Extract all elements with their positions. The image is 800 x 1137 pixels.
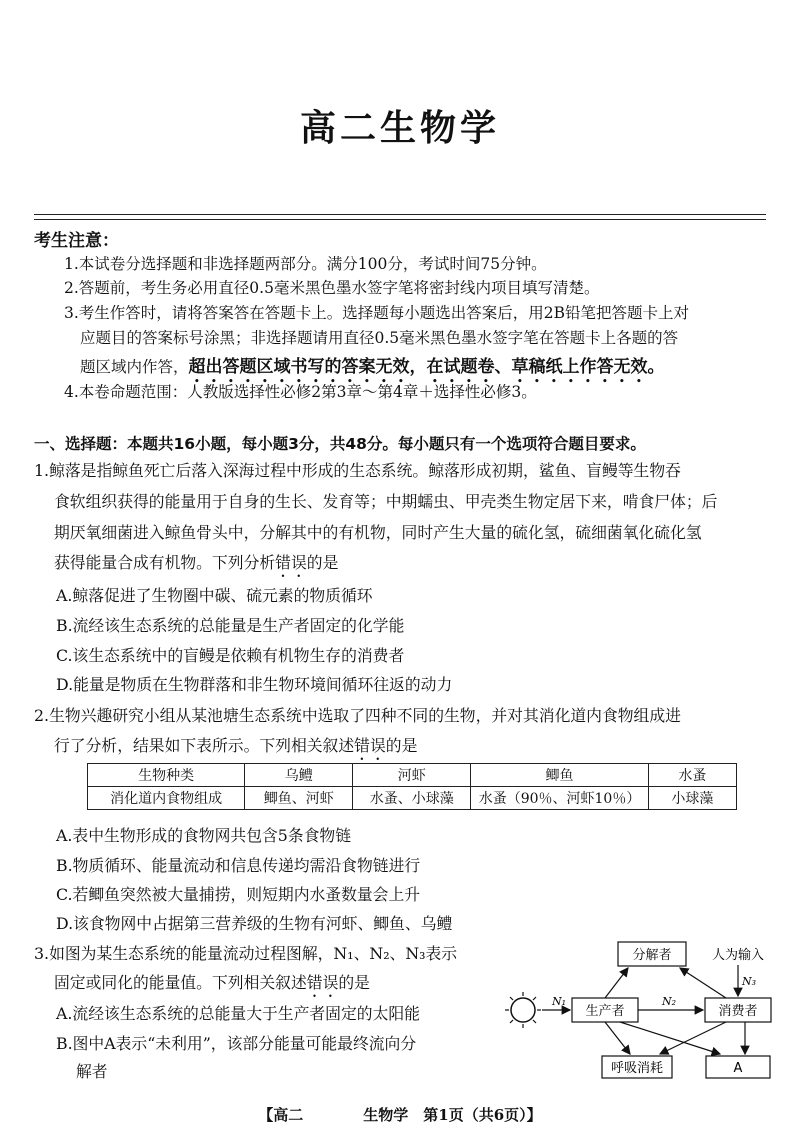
q3-line-1: 3.如图为某生态系统的能量流动过程图解，N₁、N₂、N₃表示 <box>34 944 458 963</box>
table-cell: 水蚤、小球藻 <box>353 787 471 810</box>
page-footer: 【高二 生物学 第1页（共6页）】 <box>258 1106 542 1124</box>
q1-option-a: A.鲸落促进了生物圈中碳、硫元素的物质循环 <box>56 586 373 605</box>
q2-stem-end: 的是 <box>385 736 418 755</box>
notice-item-3-tail: 题区域内作答， <box>80 358 189 376</box>
table-header-cell: 鲫鱼 <box>471 764 649 787</box>
notice-item-1: 1.本试卷分选择题和非选择题两部分。满分100分，考试时间75分钟。 <box>64 255 547 273</box>
q2-line-1: 2.生物兴趣研究小组从某池塘生态系统中选取了四种不同的生物，并对其消化道内食物组成进 <box>34 706 681 725</box>
q2-line-2 <box>54 733 417 764</box>
exam-title: 高二生物学 <box>299 108 500 149</box>
notice-item-4: 4.本卷命题范围：人教版选择性必修2第3章～第4章＋选择性必修3。 <box>64 383 537 401</box>
table-cell: 水蚤（90％、河虾10％） <box>471 787 649 810</box>
q3-keyword: 错误 <box>306 973 339 992</box>
q1-option-b: B.流经该生态系统的总能量是生产者固定的化学能 <box>56 616 405 635</box>
notice-heading: 考生注意： <box>34 231 119 251</box>
notice-item-3-cont: 应题目的答案标号涂黑；非选择题请用直径0.5毫米黑色墨水签字笔在答题卡上各题的答 <box>80 329 679 347</box>
table-header-row <box>88 764 737 787</box>
n2-label: N₂ <box>662 995 677 1008</box>
q3-option-a: A.流经该生态系统的总能量大于生产者固定的太阳能 <box>56 1004 420 1023</box>
q1-line-4 <box>54 550 338 581</box>
q2-option-c: C.若鲫鱼突然被大量捕捞，则短期内水蚤数量会上升 <box>56 885 421 904</box>
table-cell: 鲫鱼、河虾 <box>245 787 353 810</box>
notice-emphasis: 超出答题区域书写的答案无效，在试题卷、草稿纸上作答无效。 <box>188 357 665 377</box>
top-rule-second <box>34 219 766 220</box>
q1-line-1: 1.鲸落是指鲸鱼死亡后落入深海过程中形成的生态系统。鲸落形成初期，鲨鱼、盲鳗等生物吞 <box>34 461 681 480</box>
q3-stem-end: 的是 <box>338 973 370 992</box>
q1-line-2: 食软组织获得的能量用于自身的生长、发育等；中期蠕虫、甲壳类生物定居下来，啃食尸体；后 <box>54 492 718 511</box>
q1-line-3: 期厌氧细菌进入鲸鱼骨头中，分解其中的有机物，同时产生大量的硫化氢，硫细菌氧化硫化氢 <box>54 523 702 542</box>
q1-stem-end: 的是 <box>306 553 339 572</box>
sun-icon <box>505 992 541 1028</box>
n1-label: N₁ <box>552 995 567 1008</box>
notice-item-2: 2.答题前，考生务必用直径0.5毫米黑色墨水签字笔将密封线内项目填写清楚。 <box>64 279 600 297</box>
q1-option-c: C.该生态系统中的盲鳗是依赖有机物生存的消费者 <box>56 646 405 665</box>
q1-keyword: 错误 <box>275 553 307 572</box>
table-header-cell: 乌鳢 <box>245 764 353 787</box>
q1-stem: 获得能量合成有机物。下列分析 <box>54 553 276 572</box>
energy-flow-diagram <box>500 935 790 1085</box>
q2-stem: 行了分析，结果如下表所示。下列相关叙述 <box>54 736 355 755</box>
q2-keyword: 错误 <box>354 736 386 755</box>
q1-option-d: D.能量是物质在生物群落和非生物环境间循环往返的动力 <box>56 675 453 694</box>
food-table <box>87 763 737 810</box>
notice-item-3: 3.考生作答时，请将答案答在答题卡上。选择题每小题选出答案后，用2B铅笔把答题卡上对 <box>64 304 690 322</box>
table-header-cell: 水蚤 <box>648 764 736 787</box>
q2-option-a: A.表中生物形成的食物网共包含5条食物链 <box>56 826 352 845</box>
table-header-cell: 生物种类 <box>88 764 245 787</box>
respiration-label: 呼吸消耗 <box>610 1061 664 1076</box>
table-row <box>88 787 737 810</box>
a-label: A <box>733 1061 743 1076</box>
q3-option-b-cont: 解者 <box>76 1062 108 1081</box>
human-input-label: 人为输入 <box>711 948 765 963</box>
q3-option-b: B.图中A表示“未利用”，该部分能量可能最终流向分 <box>56 1034 417 1053</box>
section-heading: 一、选择题：本题共16小题，每小题3分，共48分。每小题只有一个选项符合题目要求。 <box>34 435 646 453</box>
producer-label: 生产者 <box>585 1004 625 1019</box>
table-cell: 小球藻 <box>648 787 736 810</box>
n3-label: N₃ <box>742 975 757 988</box>
q3-stem: 固定或同化的能量值。下列相关叙述 <box>54 973 307 992</box>
decomposer-label: 分解者 <box>632 948 672 963</box>
consumer-label: 消费者 <box>718 1004 758 1019</box>
q2-option-b: B.物质循环、能量流动和信息传递均需沿食物链进行 <box>56 856 421 875</box>
q3-line-2 <box>54 970 370 1001</box>
table-header-cell: 河虾 <box>353 764 471 787</box>
table-cell: 消化道内食物组成 <box>88 787 245 810</box>
top-rule <box>34 214 766 215</box>
q2-option-d: D.该食物网中占据第三营养级的生物有河虾、鲫鱼、乌鳢 <box>56 914 453 933</box>
